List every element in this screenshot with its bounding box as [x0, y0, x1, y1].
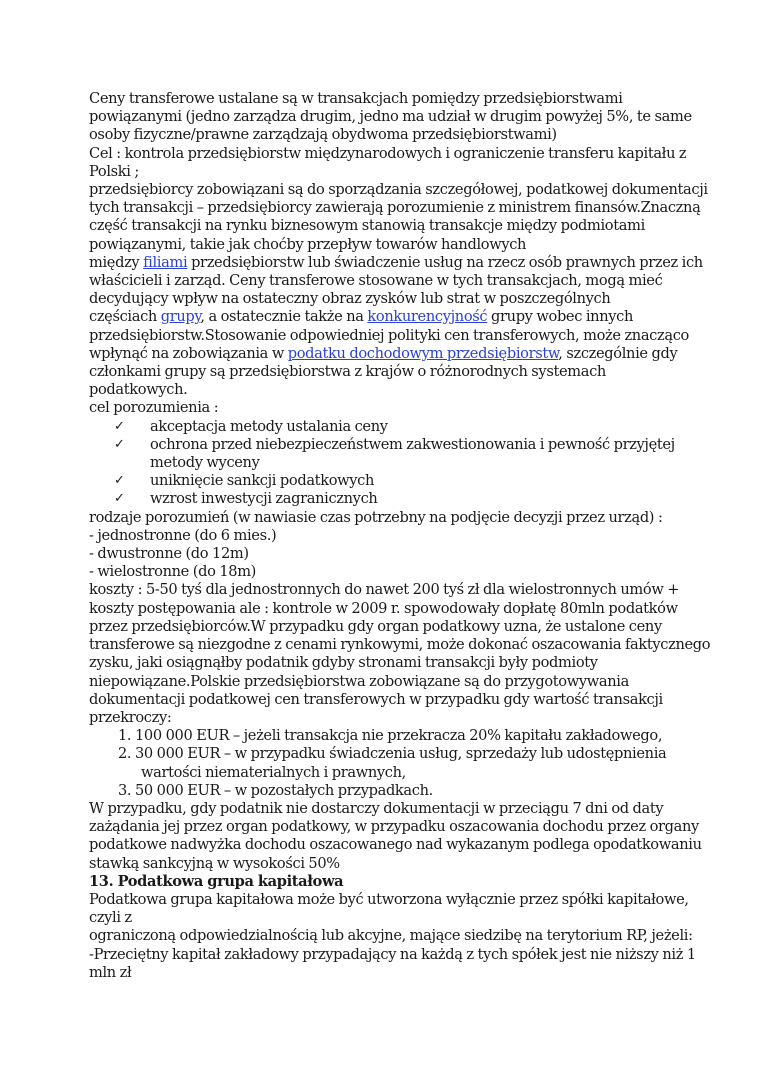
- text-fragment: grupy wobec innych: [487, 308, 634, 326]
- text-line: przez przedsiębiorców.W przypadku gdy organ podatkowy uzna, że ustalone ceny: [89, 617, 662, 635]
- link-filiami[interactable]: filiami: [143, 253, 188, 271]
- text-line: przedsiębiorstw.Stosowanie odpowiedniej polityki cen transferowych, może znacząco: [89, 326, 689, 344]
- text-line: dokumentacji podatkowej cen transferowych w przypadku gdy wartość transakcji: [89, 690, 663, 708]
- list-number: 2.: [118, 745, 132, 763]
- list-item-text: wzrost inwestycji zagranicznych: [150, 490, 378, 508]
- text-line: W przypadku, gdy podatnik nie dostarczy dokumentacji w przeciągu 7 dni od daty: [89, 799, 664, 817]
- text-line-with-link: [89, 253, 703, 272]
- text-line: decydujący wpływ na ostateczny obraz zysków lub strat w poszczególnych: [89, 290, 611, 308]
- text-line: - jednostronne (do 6 mies.): [89, 526, 277, 544]
- text-fragment: , a ostatecznie także na: [200, 308, 368, 326]
- cel-porozumienia-label: cel porozumienia :: [89, 399, 219, 417]
- text-line: koszty postępowania ale : kontrole w 2009 r. spowodowały dopłatę 80mln podatków: [89, 599, 678, 617]
- check-list-item: [89, 490, 689, 508]
- text-line: Cel : kontrola przedsiębiorstw międzynarodowych i ograniczenie transferu kapitału z: [89, 144, 687, 162]
- text-line: właścicieli i zarząd. Ceny transferowe stosowane w tych transakcjach, mogą mieć: [89, 272, 663, 290]
- checkmark-icon: ✓: [114, 491, 125, 507]
- text-line: zażądania jej przez organ podatkowy, w przypadku oszacowania dochodu przez organy: [89, 818, 699, 836]
- text-line: -Przeciętny kapitał zakładowy przypadający na każdą z tych spółek jest nie niższy niż 1: [89, 945, 696, 963]
- check-list-item: [89, 436, 689, 472]
- text-line: podatkowych.: [89, 381, 188, 399]
- text-line: Podatkowa grupa kapitałowa może być utworzona wyłącznie przez spółki kapitałowe,: [89, 890, 689, 908]
- text-line: tych transakcji – przedsiębiorcy zawierają porozumienie z ministrem finansów.Znaczną: [89, 199, 701, 217]
- numbered-list: [89, 727, 689, 800]
- checkmark-icon: ✓: [114, 418, 125, 434]
- text-line: rodzaje porozumień (w nawiasie czas potrzebny na podjęcie decyzji przez urząd) :: [89, 508, 663, 526]
- numbered-list-item: [89, 745, 689, 781]
- text-line: członkami grupy są przedsiębiorstwa z krajów o różnorodnych systemach: [89, 363, 606, 381]
- text-fragment: przedsiębiorstw lub świadczenie usług na rzecz osób prawnych przez ich: [187, 253, 703, 271]
- check-list-item: [89, 418, 689, 436]
- text-line: osoby fizyczne/prawne zarządzają obydwoma przedsiębiorstwami): [89, 126, 557, 144]
- text-line: mln zł: [89, 963, 132, 981]
- text-line: przekroczy:: [89, 708, 172, 726]
- text-line: czyli z: [89, 909, 132, 927]
- check-list-item: [89, 472, 689, 490]
- text-line: powiązanymi, takie jak choćby przepływ towarów handlowych: [89, 235, 527, 253]
- list-item-text: 100 000 EUR – jeżeli transakcja nie przekracza 20% kapitału zakładowego,: [135, 727, 663, 745]
- text-line: Ceny transferowe ustalane są w transakcjach pomiędzy przedsiębiorstwami: [89, 90, 623, 107]
- text-line: podatkowe nadwyżka dochodu oszacowanego nad wykazanym podlega opodatkowaniu: [89, 836, 702, 854]
- numbered-list-item: [89, 727, 689, 745]
- text-line: część transakcji na rynku biznesowym stanowią transakcje między podmiotami: [89, 217, 645, 235]
- list-item-text: uniknięcie sankcji podatkowych: [150, 472, 375, 490]
- section-heading: 13. Podatkowa grupa kapitałowa: [89, 872, 344, 890]
- text-line: ograniczoną odpowiedzialnością lub akcyjne, mające siedzibę na terytorium RP, jeżeli:: [89, 927, 693, 945]
- text-line: - dwustronne (do 12m): [89, 545, 249, 563]
- text-fragment: , szczególnie gdy: [558, 344, 678, 362]
- link-grupy[interactable]: grupy: [160, 308, 201, 326]
- check-list: [89, 418, 689, 509]
- list-item-text: ochrona przed niebezpieczeństwem zakwestionowania i pewność przyjętej: [150, 435, 675, 453]
- list-item-text: 30 000 EUR – w przypadku świadczenia usług, sprzedaży lub udostępnienia: [135, 745, 667, 763]
- text-line-with-links: [89, 308, 689, 326]
- text-fragment: wpłynąć na zobowiązania w: [89, 344, 288, 362]
- list-item-text: wartości niematerialnych i prawnych,: [141, 763, 406, 781]
- text-line: - wielostronne (do 18m): [89, 563, 257, 581]
- list-number: 3.: [118, 781, 132, 799]
- text-line: przedsiębiorcy zobowiązani są do sporządzania szczegółowej, podatkowej dokumentacji: [89, 181, 708, 199]
- list-item-text: metody wyceny: [150, 454, 260, 472]
- list-item-text: 50 000 EUR – w pozostałych przypadkach.: [135, 781, 433, 799]
- list-item-text: akceptacja metody ustalania ceny: [150, 417, 388, 435]
- text-fragment: częściach: [89, 308, 161, 326]
- link-podatek-dochodowy[interactable]: podatku dochodowym przedsiębiorstw: [287, 344, 559, 362]
- text-line-with-link: [89, 345, 689, 363]
- link-konkurencyjnosc[interactable]: konkurencyjność: [367, 308, 488, 326]
- numbered-list-item: [89, 782, 689, 800]
- list-number: 1.: [118, 727, 132, 745]
- text-fragment: między: [89, 253, 144, 271]
- text-line: niepowiązane.Polskie przedsiębiorstwa zobowiązane są do przygotowywania: [89, 672, 629, 690]
- document-page: [89, 90, 711, 982]
- text-line: Polski ;: [89, 162, 139, 180]
- text-line: zysku, jaki osiągnąłby podatnik gdyby stronami transakcji były podmioty: [89, 654, 598, 672]
- text-line: powiązanymi (jedno zarządza drugim, jedno ma udział w drugim powyżej 5%, te same: [89, 108, 692, 126]
- text-line: transferowe są niezgodne z cenami rynkowymi, może dokonać oszacowania faktycznego: [89, 636, 711, 654]
- checkmark-icon: ✓: [114, 436, 125, 452]
- text-line: koszty : 5-50 tyś dla jednostronnych do nawet 200 tyś zł dla wielostronnych umów +: [89, 581, 680, 599]
- checkmark-icon: ✓: [114, 473, 125, 489]
- text-line: stawką sankcyjną w wysokości 50%: [89, 854, 340, 872]
